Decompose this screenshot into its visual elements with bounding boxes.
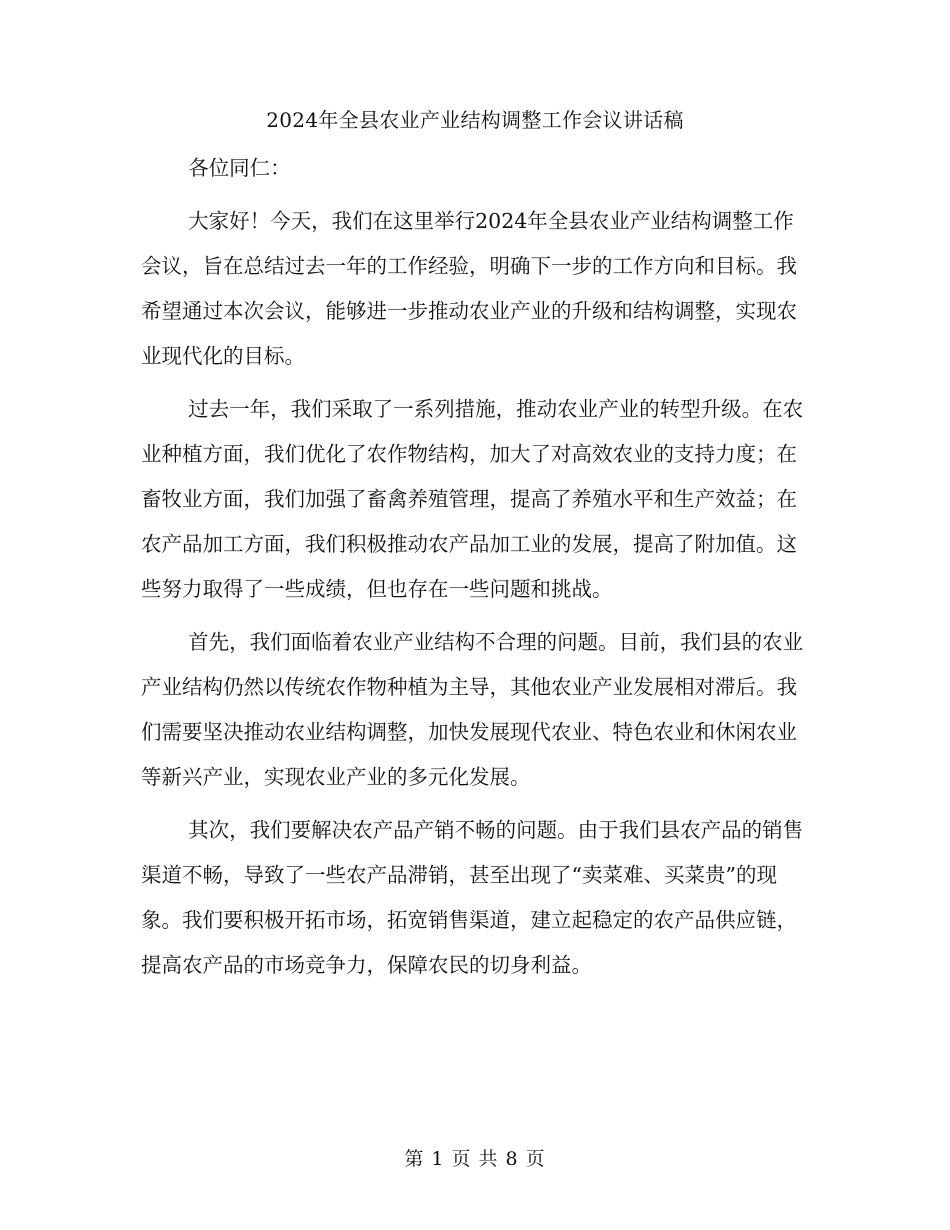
- paragraph-structure-issue: 首先，我们面临着农业产业结构不合理的问题。目前，我们县的农业产业结构仍然以传统农作物种植为主导，其他农业产业发展相对滞后。我们需要坚决推动农业结构调整，加快发展现代农业、特色农业和休闲农业等新兴产业，实现农业产业的多元化发展。: [141, 630, 804, 789]
- document-title: 2024年全县农业产业结构调整工作会议讲话稿: [266, 108, 684, 132]
- paragraph-opening: 大家好！今天，我们在这里举行2024年全县农业产业结构调整工作会议，旨在总结过去一年的工作经验，明确下一步的工作方向和目标。我希望通过本次会议，能够进一步推动农业产业的升级和结构调整，实现农业现代化的目标。: [141, 209, 797, 368]
- paragraph-sales-issue: 其次，我们要解决农产品产销不畅的问题。由于我们县农产品的销售渠道不畅，导致了一些农产品滞销，甚至出现了“卖菜难、买菜贵”的现象。我们要积极开拓市场，拓宽销售渠道，建立起稳定的农产品供应链，提高农产品的市场竞争力，保障农民的切身利益。: [141, 818, 804, 977]
- page-number-footer: 第 1 页 共 8 页: [404, 1148, 546, 1170]
- greeting: 各位同仁：: [188, 156, 291, 180]
- paragraph-review: 过去一年，我们采取了一系列措施，推动农业产业的转型升级。在农业种植方面，我们优化了农作物结构，加大了对高效农业的支持力度；在畜牧业方面，我们加强了畜禽养殖管理，提高了养殖水平和生产效益；在农产品加工方面，我们积极推动农产品加工业的发展，提高了附加值。这些努力取得了一些成绩，但也存在一些问题和挑战。: [141, 397, 804, 601]
- document-body: [141, 146, 809, 996]
